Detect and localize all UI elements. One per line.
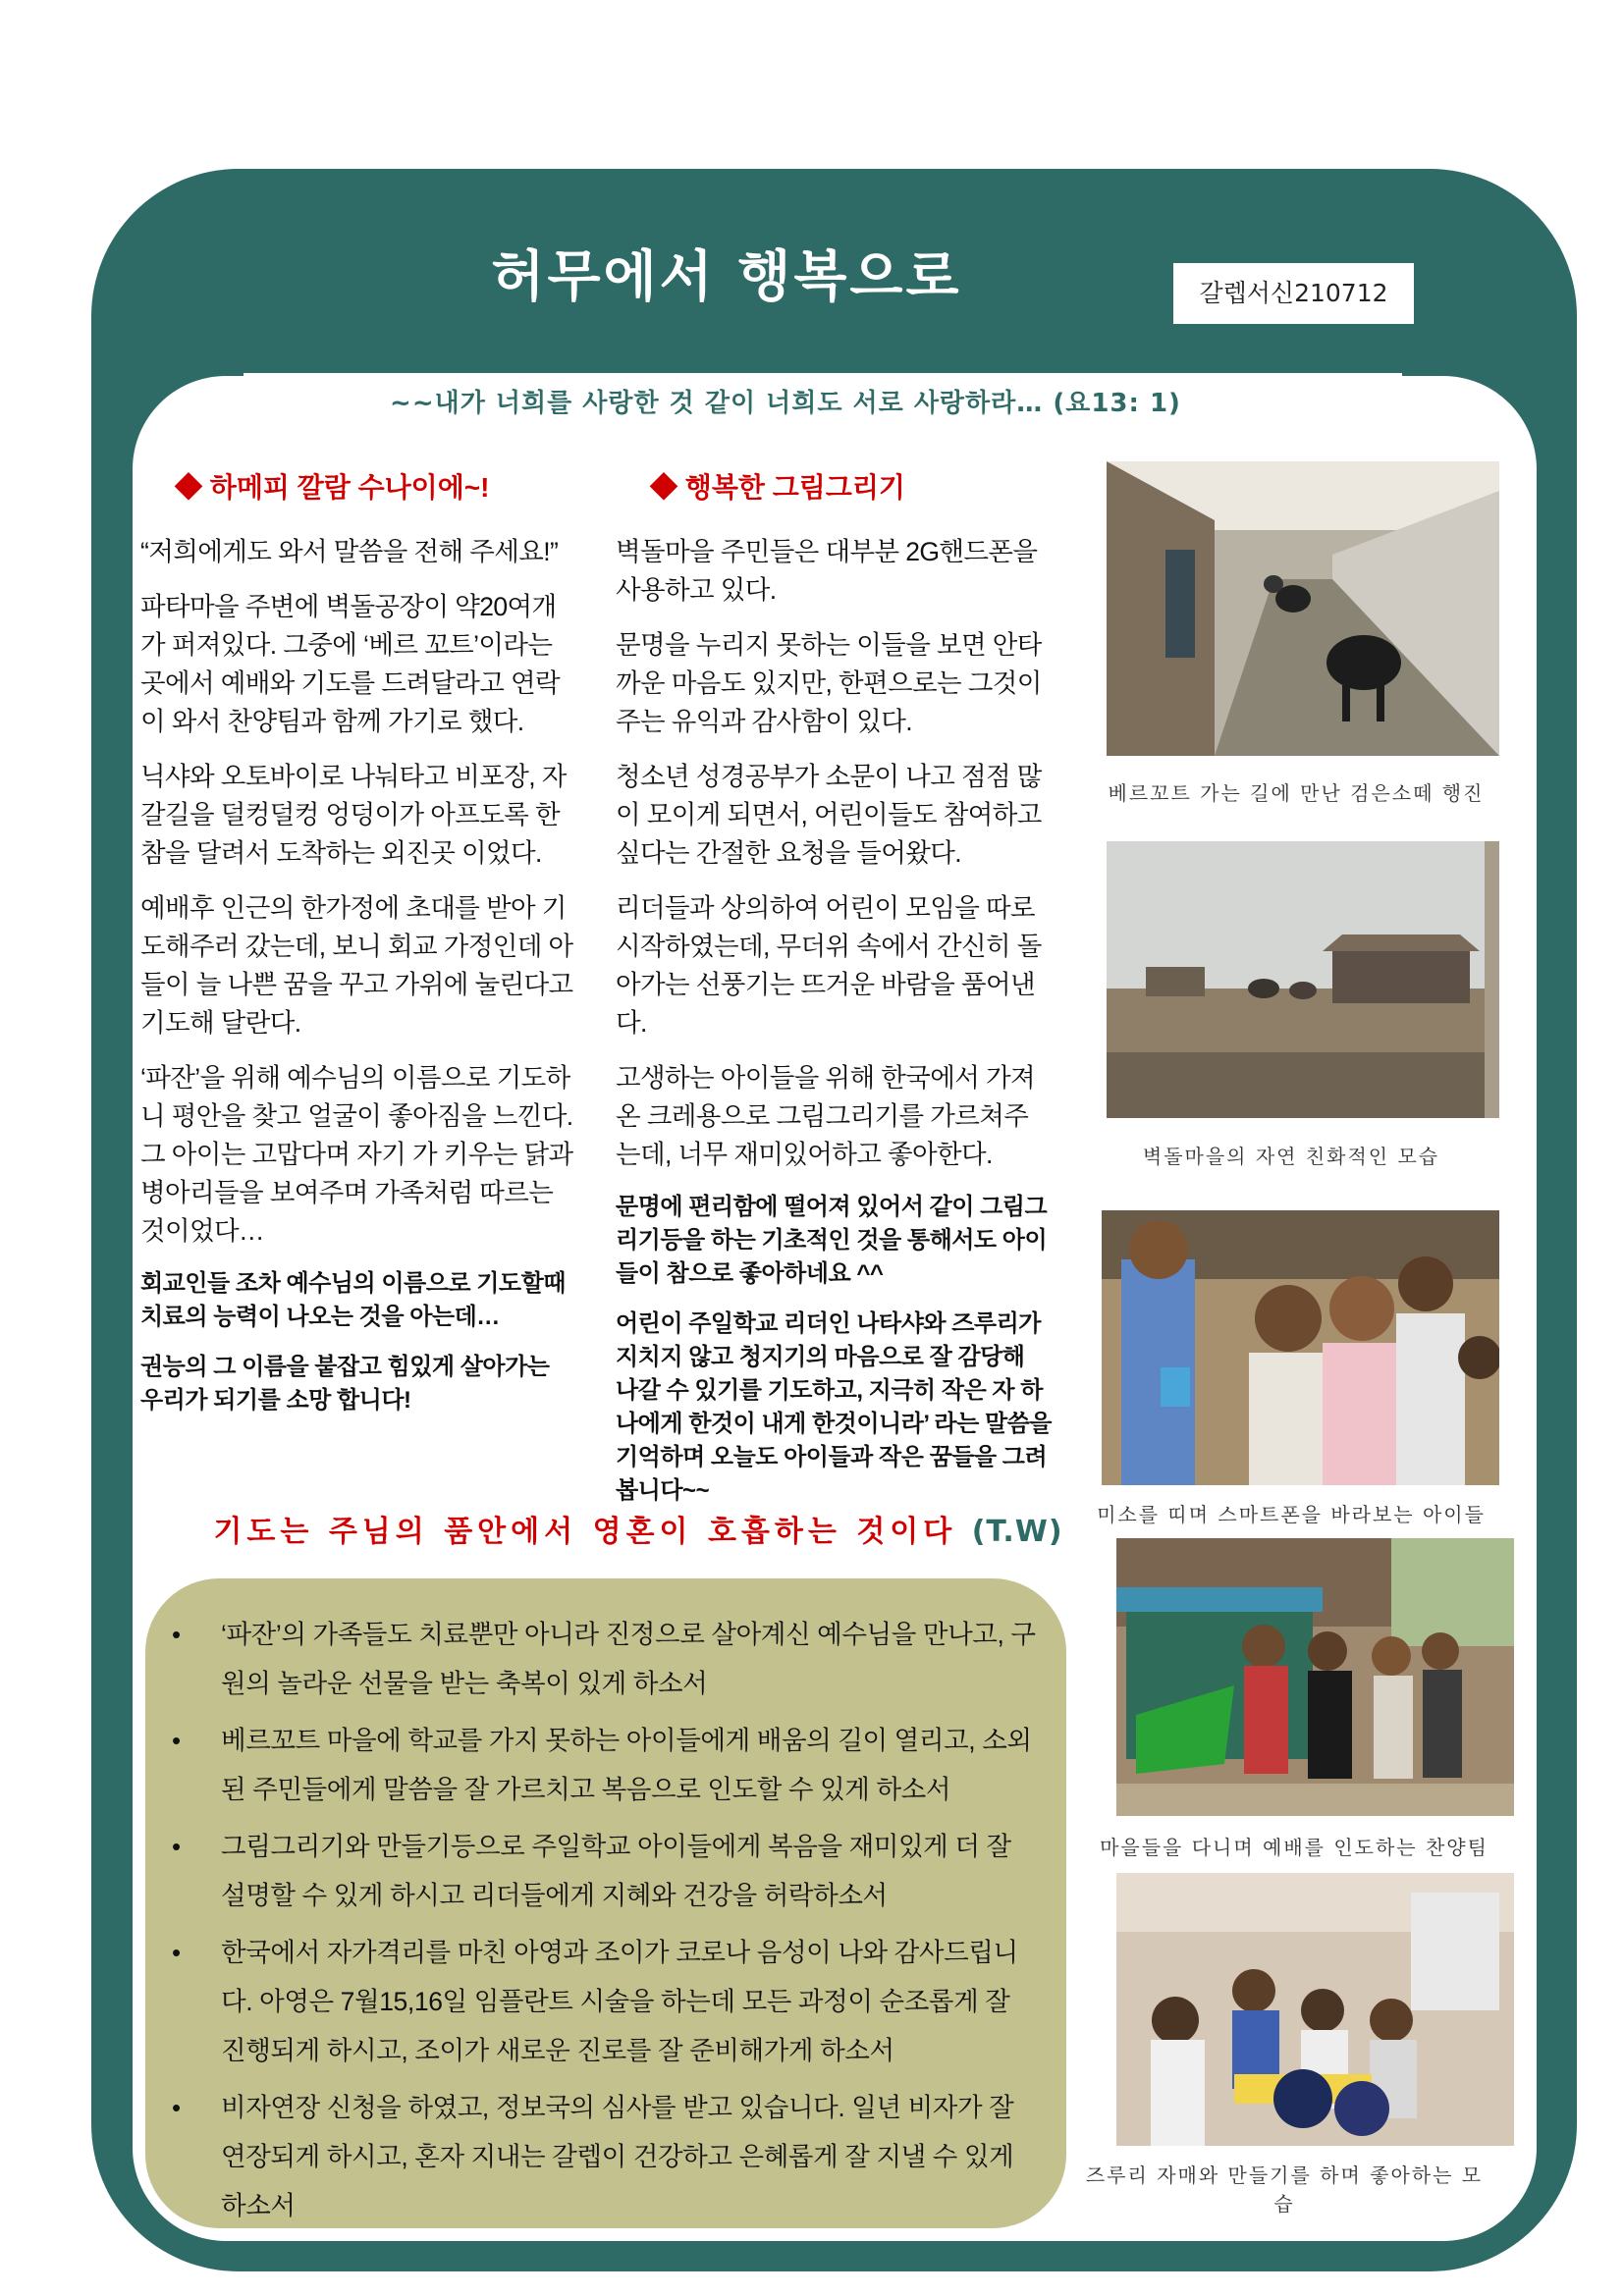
paragraph: “저희에게도 와서 말씀을 전해 주세요!” <box>140 537 559 566</box>
paragraph: 문명을 누리지 못하는 이들을 보면 안타까운 마음도 있지만, 한편으로는 그것이 주는 유익과 감사함이 있다. <box>616 630 1042 736</box>
paragraph: 고생하는 아이들을 위해 한국에서 가져온 크레용으로 그림그리기를 가르쳐주는데, 너무 재미있어하고 좋아한다. <box>616 1063 1036 1169</box>
column-2 <box>616 466 1053 1524</box>
photo-village-landscape <box>1107 841 1499 1118</box>
section-heading: ◆ 행복한 그림그리기 <box>650 472 905 503</box>
section-heading: ◆ 하메피 깔람 수나이에~! <box>175 472 490 503</box>
prayer-item-text: 그림그리기와 만들기등으로 주일학교 아이들에게 복음을 재미있게 더 잘 설명할 수 있게 하시고 리더들에게 지혜와 건강을 허락하소서 <box>221 1832 1011 1910</box>
prayer-item <box>172 2083 1036 2230</box>
page-title: 허무에서 행복으로 <box>491 245 962 309</box>
handwritten-note: 어린이 주일학교 리더인 나타샤와 즈루리가 지치지 않고 청지기의 마음으로 잘 감당해 나갈 수 있기를 기도하고, 지극히 작은 자 하나에게 한것이 내게 한것이니라’ 라는 말씀을 기억하며 오늘도 아이들과 작은 꿈들을 그려 봅니다~~ <box>616 1310 1052 1504</box>
prayer-item-text: 비자연장 신청을 하였고, 정보국의 심사를 받고 있습니다. 일년 비자가 잘 연장되게 하시고, 혼자 지내는 갈렙이 건강하고 은혜롭게 잘 지낼 수 있게 하소서 <box>221 2093 1014 2220</box>
prayer-item-text: 한국에서 자가격리를 마친 아영과 조이가 코로나 음성이 나와 감사드립니다. 아영은 7월15,16일 임플란트 시술을 하는데 모든 과정이 순조롭게 잘 진행되게 하시고, 조이가 새로운 진로를 잘 준비해가게 하소서 <box>221 1938 1018 2065</box>
bullet-icon: • <box>172 1832 181 1861</box>
prayer-item <box>172 1822 1036 1920</box>
bullet-icon: • <box>172 1620 181 1649</box>
prayer-item <box>172 1610 1036 1708</box>
prayer-title <box>196 1507 1080 1550</box>
photo-caption: 마을들을 다니며 예배를 인도하는 찬양팀 <box>1100 1836 1489 1859</box>
photo-caption: 미소를 띠며 스마트폰을 바라보는 아이들 <box>1097 1503 1486 1526</box>
bullet-icon: • <box>172 1726 181 1755</box>
prayer-item-text: ‘파잔’의 가족들도 치료뿐만 아니라 진정으로 살아계신 예수님을 만나고, 구원의 놀라운 선물을 받는 축복이 있게 하소서 <box>221 1620 1036 1698</box>
prayer-title-author: (T.W) <box>971 1515 1063 1549</box>
paragraph: 파타마을 주변에 벽돌공장이 약20여개가 퍼져있다. 그중에 ‘베르 꼬트’이라는 곳에서 예배와 기도를 드려달라고 연락이 와서 찬양팀과 함께 가기로 했다. <box>140 592 561 736</box>
bullet-icon: • <box>172 2093 181 2122</box>
header-divider <box>244 373 1402 377</box>
photo-praise-team <box>1116 1538 1514 1816</box>
handwritten-note: 회교인들 조차 예수님의 이름으로 기도할때 치료의 능력이 나오는 것을 아는데… <box>140 1270 566 1330</box>
bullet-icon: • <box>172 1938 181 1967</box>
handwritten-note: 권능의 그 이름을 붙잡고 힘있게 살아가는 우리가 되기를 소망 합니다! <box>140 1354 550 1414</box>
prayer-item-text: 베르꼬트 마을에 학교를 가지 못하는 아이들에게 배움의 길이 열리고, 소외된 주민들에게 말씀을 잘 가르치고 복음으로 인도할 수 있게 하소서 <box>221 1726 1032 1804</box>
photo-caption: 벽돌마을의 자연 친화적인 모습 <box>1142 1145 1440 1168</box>
paragraph: 닉샤와 오토바이로 나눠타고 비포장, 자갈길을 덜컹덜컹 엉덩이가 아프도록 한참을 달려서 도착하는 외진곳 이었다. <box>140 762 567 868</box>
paragraph: 벽돌마을 주민들은 대부분 2G핸드폰을 사용하고 있다. <box>616 537 1038 605</box>
prayer-title-text: 기도는 주님의 품안에서 영혼이 호흡하는 것이다 <box>213 1515 957 1549</box>
column-1 <box>140 466 577 1434</box>
prayer-item <box>172 1928 1036 2075</box>
paragraph: 청소년 성경공부가 소문이 나고 점점 많이 모이게 되면서, 어린이들도 참여하고 싶다는 간절한 요청을 들어왔다. <box>616 762 1042 868</box>
paragraph: ‘파잔’을 위해 예수님의 이름으로 기도하니 평안을 찾고 얼굴이 좋아짐을 느낀다. 그 아이는 고맙다며 자기 가 키우는 닭과 병아리들을 보여주며 가족처럼 따르는 것이었다… <box>140 1063 573 1246</box>
photo-smiling-children <box>1102 1210 1499 1485</box>
photo-cattle-alley <box>1107 461 1499 756</box>
prayer-item <box>172 1716 1036 1814</box>
prayer-list <box>172 1610 1036 2238</box>
photo-caption: 베르꼬트 가는 길에 만난 검은소떼 행진 <box>1108 781 1485 805</box>
photo-children-crafting <box>1116 1873 1514 2146</box>
issue-code: 갈렙서신210712 <box>1173 263 1414 324</box>
handwritten-note: 문명에 편리함에 떨어져 있어서 같이 그림그리기등을 하는 기초적인 것을 통해서도 아이들이 참으로 좋아하네요 ^^ <box>616 1194 1048 1287</box>
bible-verse: ~~내가 너희를 사랑한 것 같이 너희도 서로 사랑하라… (요13: 1) <box>390 389 1181 418</box>
photo-caption: 즈루리 자매와 만들기를 하며 좋아하는 모습 <box>1085 2163 1484 2216</box>
paragraph: 리더들과 상의하여 어린이 모임을 따로 시작하였는데, 무더위 속에서 간신히 돌아가는 선풍기는 뜨거운 바람을 품어낸다. <box>616 893 1042 1038</box>
paragraph: 예배후 인근의 한가정에 초대를 받아 기도해주러 갔는데, 보니 회교 가정인데 아들이 늘 나쁜 꿈을 꾸고 가위에 눌린다고 기도해 달란다. <box>140 893 573 1038</box>
